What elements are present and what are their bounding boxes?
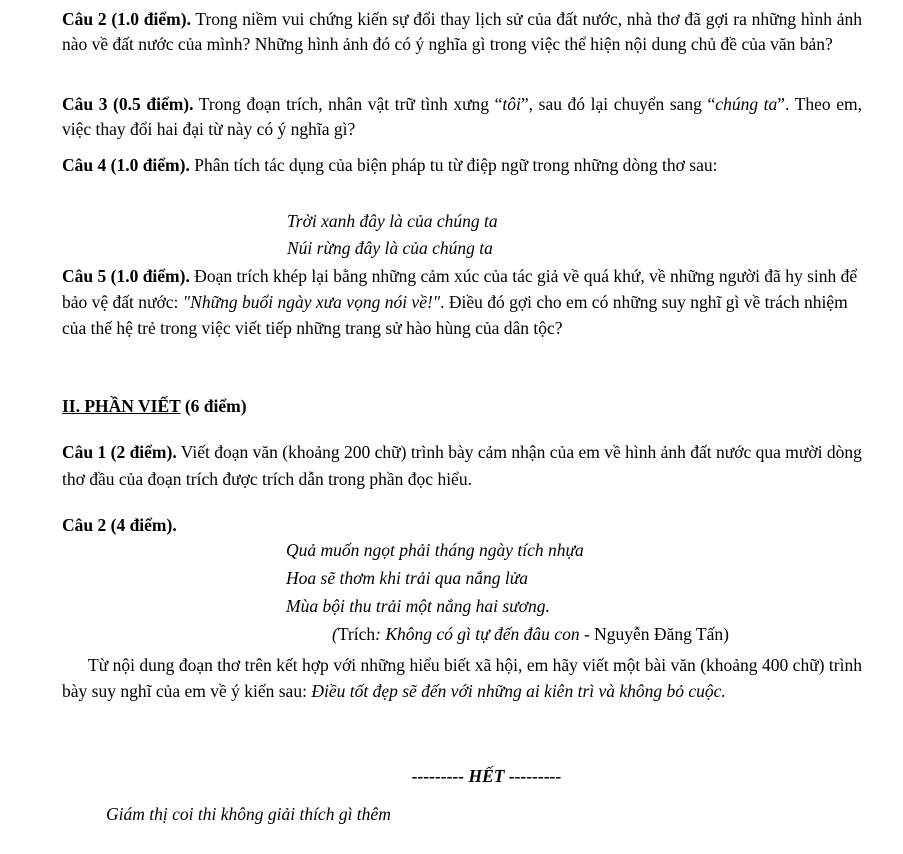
citation-author: - Nguyễn Đăng Tấn) <box>579 624 729 644</box>
poem-citation: (Trích: Không có gì tự đến đâu con - Nguyễn Đăng Tấn) <box>332 624 729 644</box>
poem-line: Trời xanh đây là của chúng ta <box>287 211 498 231</box>
section-title: II. PHẦN VIẾT <box>62 396 181 416</box>
question-label: Câu 2 (1.0 điểm). <box>62 9 191 29</box>
section-heading <box>62 394 247 419</box>
footer-note: Giám thị coi thi không giải thích gì thêm <box>106 804 391 824</box>
poem-line: Quả muốn ngọt phải tháng ngày tích nhựa <box>286 540 584 560</box>
question-text: Phân tích tác dụng của biện pháp tu từ điệp ngữ trong những dòng thơ sau: <box>189 155 718 175</box>
question-text: Viết đoạn văn (khoảng 200 chữ) trình bày cảm nhận của em về hình ảnh đất nước qua mười dòng thơ đầu của đoạn trích được trích dẫn trong phần đọc hiểu. <box>62 442 862 489</box>
pronoun-chung-ta: chúng ta <box>715 94 778 114</box>
question-text: Từ nội dung đoạn thơ trên kết hợp với những hiểu biết xã hội, em hãy viết một bài văn (khoảng 400 chữ) trình bày suy nghĩ của em về ý kiến sau: <box>62 655 862 701</box>
question-text: . Điều đó gợi cho em có những suy nghĩ gì về trách nhiệm của thế hệ trẻ trong việc viết tiếp những trang sử hào hùng của dân tộc? <box>62 292 848 338</box>
question-text: ”, sau đó lại chuyển sang “ <box>520 94 716 114</box>
question-label: Câu 5 (1.0 điểm). <box>62 266 190 286</box>
question-label: Câu 3 (0.5 điểm). <box>62 94 194 114</box>
poem-line: Mùa bội thu trải một nắng hai sương. <box>286 596 550 616</box>
question-label: Câu 1 (2 điểm). <box>62 442 177 462</box>
end-mark: --------- HẾT --------- <box>411 766 562 786</box>
writing-question-2-label: Câu 2 (4 điểm). <box>62 515 177 535</box>
writing-question-2-prompt <box>62 652 862 704</box>
citation-source: : Không có gì tự đến đâu con <box>375 624 580 644</box>
poem-line: Hoa sẽ thơm khi trải qua nắng lửa <box>286 568 529 588</box>
writing-question-1 <box>62 439 862 493</box>
question-text: Trong niềm vui chứng kiến sự đổi thay lịch sử của đất nước, nhà thơ đã gợi ra những hình ảnh nào về đất nước của mình? Những hình ảnh đó có ý nghĩa gì trong việc thể hiện nội dung chủ đề của văn bản? <box>62 9 862 54</box>
section-points: (6 điểm) <box>180 396 247 416</box>
question-text: Đoạn trích khép lại bằng những cảm xúc của tác giả về quá khứ, về những người đã hy sinh để bảo vệ đất nước: <box>62 266 858 312</box>
reading-question-3 <box>62 92 862 142</box>
poem-quote: "Những buổi ngày xưa vọng nói về!" <box>182 292 441 312</box>
question-label: Câu 4 (1.0 điểm). <box>62 155 190 175</box>
question-text: ”. Theo em, việc thay đổi hai đại từ này có ý nghĩa gì? <box>62 94 863 139</box>
reading-question-4 <box>62 151 862 179</box>
poem-line: Núi rừng đây là của chúng ta <box>287 238 493 258</box>
reading-question-2 <box>62 7 862 57</box>
pronoun-toi: tôi <box>502 94 521 114</box>
opinion-quote: Điều tốt đẹp sẽ đến với những ai kiên trì và không bỏ cuộc. <box>311 681 726 701</box>
reading-question-5 <box>62 263 862 341</box>
question-text: Trong đoạn trích, nhân vật trữ tình xưng “ <box>193 94 503 114</box>
